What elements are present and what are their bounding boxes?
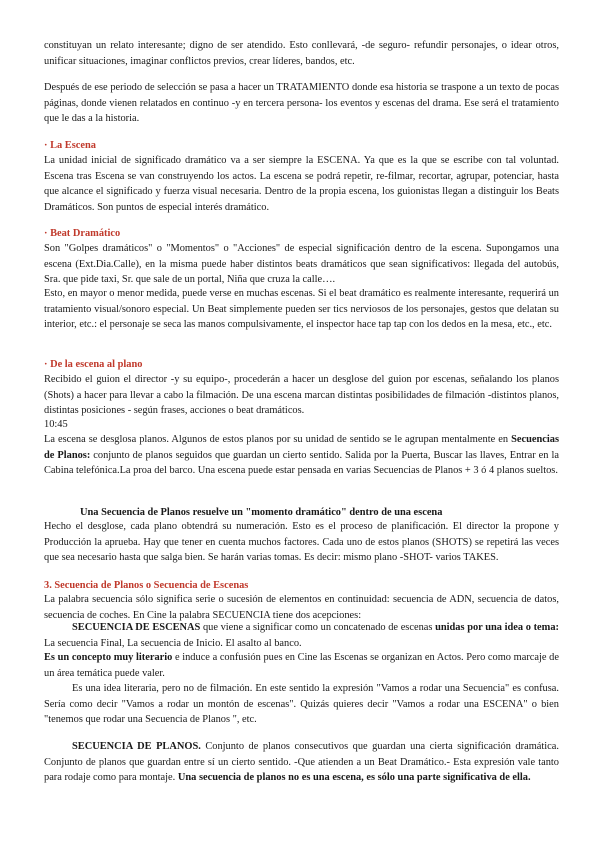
intro-paragraph-2: Después de ese periodo de selección se pasa a hacer un TRATAMIENTO donde esa historia se traspone a un texto de pocas páginas, donde vienen relatados en continuo -y en tercera persona- los eventos y escenas del drama. Ese será el tratamiento que le das a la historia. <box>44 82 559 125</box>
secuencia-de-planos-term: SECUENCIA DE PLANOS. <box>72 741 201 752</box>
secuencia-paragraph-3 <box>44 650 559 681</box>
plano-paragraph-1: Recibido el guion el director -y su equipo-, procederán a hacer un desglose del guion por escenas, señalando los planos (Shots) a hacer para llevar a cabo la filmación. De una escena marcan distintas posibilidades de filmación -distintos planos, distintas posiciones - según frases, acciones o beat dramáticos. <box>44 374 559 417</box>
beat-paragraph-1: Son "Golpes dramáticos" o "Momentos" o "Acciones" de especial significación dentro de la escena. Supongamos una escena (Ext.Dia.Calle), en la misma puede haber distintos beats dramáticos que sean significativos: llegada del autobús, Sra. que pide taxi, Sr. que sale de un portal, Niña que cruza la calle…. <box>44 243 559 286</box>
secuencia-paragraph-1: La palabra secuencia sólo significa serie o sucesión de elementos en continuidad: secuencia de ADN, secuencia de datos, secuencia de coches. En Cine la palabra SECUENCIA tiene dos acepciones: <box>44 594 559 621</box>
unidas-por-idea-term: unidas por una idea o tema: <box>435 622 559 633</box>
secuencia-p3-text: e induce a confusión pues en Cine las Escenas se organizan en Actos. Pero como marcaje de un área temática puede valer. <box>44 652 559 679</box>
secuencia-p2-text-b: La secuencia Final, La secuencia de Inicio. El asalto al banco. <box>44 637 302 649</box>
heading-escena: · La Escena <box>44 140 96 151</box>
intro-paragraph-1: constituyan un relato interesante; digno de ser atendido. Esto conllevará, -de seguro- refundir personajes, o idear otros, unificar situaciones, imaginar conflictos previos, crear líderes, bandos, etc. <box>44 40 559 67</box>
heading-secuencia: 3. Secuencia de Planos o Secuencia de Escenas <box>44 580 249 591</box>
secuencia-paragraph-2 <box>44 620 559 651</box>
heading-plano: · De la escena al plano <box>44 359 143 370</box>
secuencias-de-planos-term: Secuencias de Planos: <box>44 434 559 461</box>
secuencia-p5-text: Conjunto de planos consecutivos que guardan una cierta significación dramática. Conjunto de planos que guardan entre sí un cierto sentido. -Que atienden a un Beat Dramático.- Esta expresión vale tanto para rodaje como para montaje. <box>44 741 559 784</box>
plano-paragraph-3: Hecho el desglose, cada plano obtendrá su numeración. Esto es el proceso de planificación. El director la propone y Producción la aprueba. Hay que tener en cuenta muchos factores. Cada uno de estos planos (SHOTS) se repetirá las veces que sea necesario hasta que salga bien. Se harán varias tomas. Es decir: mismo plano -SHOT- varios TAKES. <box>44 521 559 564</box>
secuencia-conclusion: Una secuencia de planos no es una escena, es sólo una parte significativa de ella. <box>177 772 531 784</box>
secuencia-p2-text-a: que viene a significar como un concatenado de escenas <box>200 622 436 633</box>
beat-paragraph-2: Esto, en mayor o menor medida, puede verse en muchas escenas. Si el beat dramático es realmente interesante, requerirá un tratamiento visual/sonoro especial. Un Beat simplemente pueden ser tics nerviosos de los personajes, gestos que delatan su interior, etc.: el personaje se seca las manos compulsivamente, el inspector hace tap tap con los dedos en la mesa, etc., etc. <box>44 288 559 331</box>
concepto-literario-term: Es un concepto muy literario <box>44 652 173 663</box>
secuencia-de-escenas-term: SECUENCIA DE ESCENAS <box>72 622 201 633</box>
heading-beat: · Beat Dramático <box>44 228 121 239</box>
plano-p2-text-b: conjunto de planos seguidos que guardan un cierto sentido. Salida por la Puerta, Buscar las llaves, Entrar en la Cabina telefónica.La proa del barco. Una escena puede estar pensada en varias Secuencias de Planos + 3 ó 4 planos sueltos. <box>44 449 559 477</box>
plano-paragraph-2 <box>44 432 559 479</box>
escena-paragraph: La unidad inicial de significado dramático va a ser siempre la ESCENA. Ya que es la que se escribe con tal voluntad. Escena tras Escena se van construyendo los actos. La escena se podrá repetir, re-filmar, recortar, agrupar, potenciar, hasta que alcance el significado y fuerza visual necesaria. Dentro de la propia escena, los guionistas llegan a distinguir los Beats Dramáticos. Son puntos de especial interés dramático. <box>44 155 559 213</box>
plano-p2-text-a: La escena se desglosa planos. Algunos de estos planos por su unidad de sentido se le agrupan mentalmente en <box>44 434 512 445</box>
secuencia-paragraph-4: Es una idea literaria, pero no de filmación. En este sentido la expresión "Vamos a rodar una Secuencia" es confusa. Sería como decir "Vamos a rodar un montón de escenas". Quizás quieres decir "Vamos a rodar una ESCENA" o bien "tenemos que rodar una Secuencia de Planos ", etc. <box>44 683 559 726</box>
secuencia-subtitle: Una Secuencia de Planos resuelve un "momento dramático" dentro de una escena <box>80 507 443 518</box>
secuencia-paragraph-5 <box>44 739 559 786</box>
time-stamp: 10:45 <box>44 419 68 430</box>
